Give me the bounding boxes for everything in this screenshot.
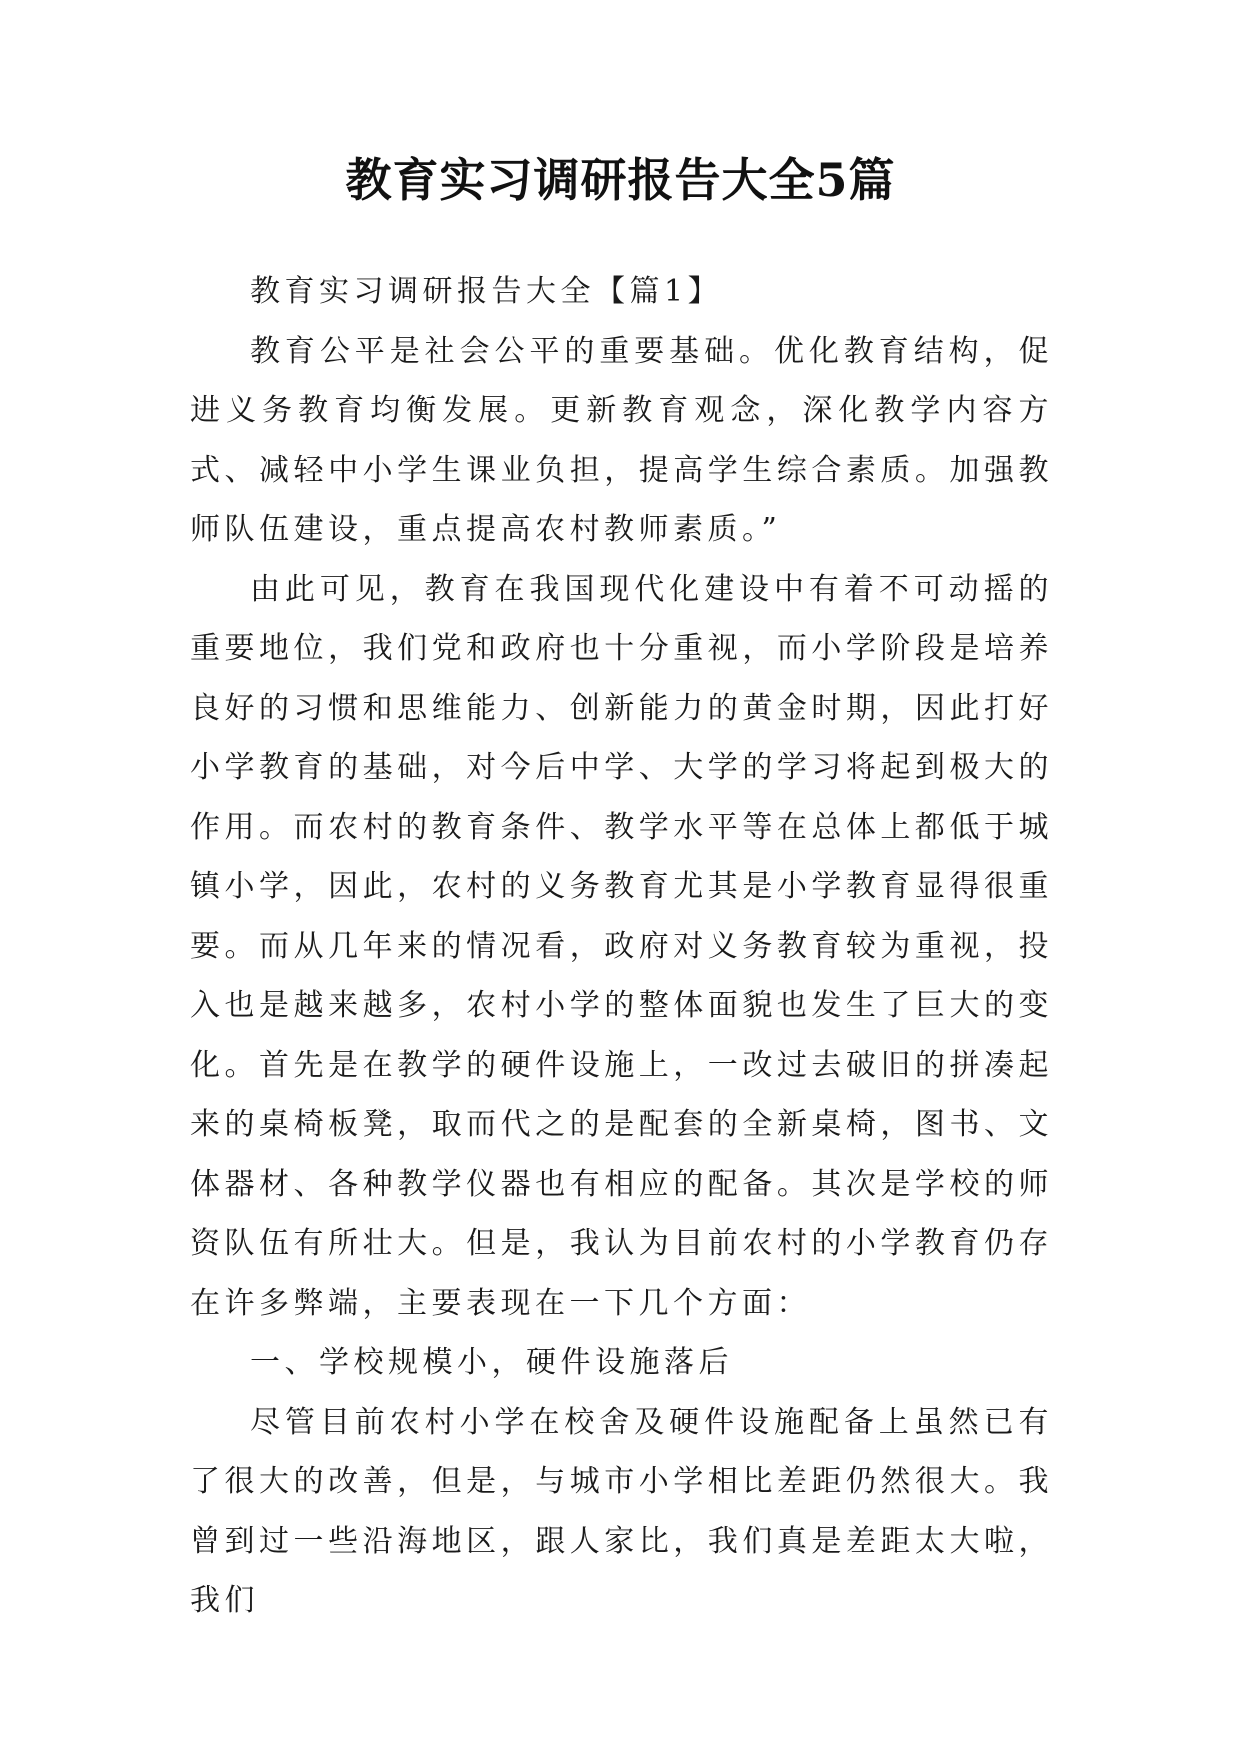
document-title: 教育实习调研报告大全5篇 [345, 153, 896, 207]
paragraph-1: 教育公平是社会公平的重要基础。优化教育结构，促进义务教育均衡发展。更新教育观念，深化教学内容方式、减轻中小学生课业负担，提高学生综合素质。加强教师队伍建设，重点提高农村教师素质。” [190, 333, 1053, 547]
paragraph-2: 由此可见，教育在我国现代化建设中有着不可动摇的重要地位，我们党和政府也十分重视，而小学阶段是培养良好的习惯和思维能力、创新能力的黄金时期，因此打好小学教育的基础，对今后中学、大学的学习将起到极大的作用。而农村的教育条件、教学水平等在总体上都低于城镇小学，因此，农村的义务教育尤其是小学教育显得很重要。而从几年来的情况看，政府对义务教育较为重视，投入也是越来越多，农村小学的整体面貌也发生了巨大的变化。首先是在教学的硬件设施上，一改过去破旧的拼凑起来的桌椅板凳，取而代之的是配套的全新桌椅，图书、文体器材、各种教学仪器也有相应的配备。其次是学校的师资队伍有所壮大。但是，我认为目前农村的小学教育仍存在许多弊端，主要表现在一下几个方面： [190, 571, 1053, 1321]
section-heading: 教育实习调研报告大全【篇1】 [250, 274, 723, 309]
document-body [190, 262, 1053, 1631]
paragraph-3: 尽管目前农村小学在校舍及硬件设施配备上虽然已有了很大的改善，但是，与城市小学相比差距仍然很大。我曾到过一些沿海地区，跟人家比，我们真是差距太大啦，我们 [190, 1404, 1053, 1618]
subheading-1: 一、学校规模小，硬件设施落后 [250, 1345, 733, 1380]
